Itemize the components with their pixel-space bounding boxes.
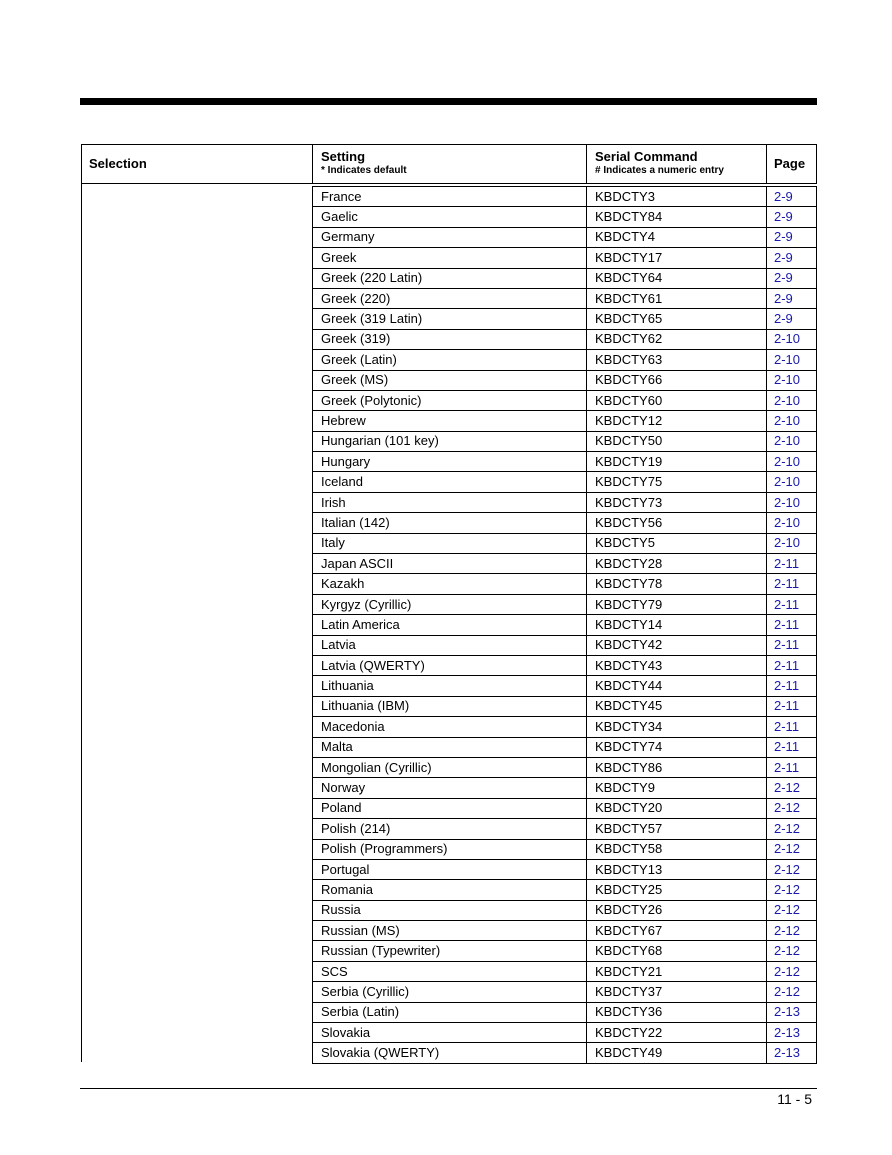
- page-link[interactable]: 2-12: [767, 961, 817, 981]
- setting-cell: Greek (MS): [313, 370, 587, 390]
- serial-command-cell: KBDCTY9: [587, 778, 767, 798]
- setting-cell: Romania: [313, 880, 587, 900]
- table-row: [313, 921, 817, 941]
- table-row: [313, 288, 817, 308]
- page-link[interactable]: 2-11: [767, 717, 817, 737]
- page-link[interactable]: 2-12: [767, 900, 817, 920]
- setting-cell: Slovakia: [313, 1023, 587, 1043]
- setting-cell: Macedonia: [313, 717, 587, 737]
- page-link[interactable]: 2-11: [767, 554, 817, 574]
- table-row: [313, 268, 817, 288]
- page-link[interactable]: 2-10: [767, 472, 817, 492]
- serial-command-cell: KBDCTY22: [587, 1023, 767, 1043]
- serial-command-cell: KBDCTY86: [587, 757, 767, 777]
- setting-cell: Serbia (Cyrillic): [313, 982, 587, 1002]
- setting-cell: Lithuania: [313, 676, 587, 696]
- settings-table: [312, 186, 817, 1064]
- table-row: [313, 798, 817, 818]
- table-row: [313, 717, 817, 737]
- page-link[interactable]: 2-10: [767, 431, 817, 451]
- page-link[interactable]: 2-10: [767, 350, 817, 370]
- serial-command-cell: KBDCTY20: [587, 798, 767, 818]
- setting-cell: Polish (Programmers): [313, 839, 587, 859]
- table-row: [313, 757, 817, 777]
- setting-cell: Italian (142): [313, 513, 587, 533]
- table-row: [313, 1043, 817, 1063]
- page-link[interactable]: 2-10: [767, 370, 817, 390]
- table-row: [313, 941, 817, 961]
- page-link[interactable]: 2-10: [767, 329, 817, 349]
- serial-command-cell: KBDCTY57: [587, 819, 767, 839]
- serial-command-cell: KBDCTY61: [587, 288, 767, 308]
- table-row: [313, 1023, 817, 1043]
- setting-cell: Hebrew: [313, 411, 587, 431]
- table-row: [313, 1002, 817, 1022]
- header-setting-label: Setting: [321, 149, 366, 164]
- serial-command-cell: KBDCTY36: [587, 1002, 767, 1022]
- setting-cell: Mongolian (Cyrillic): [313, 757, 587, 777]
- table-row: [313, 574, 817, 594]
- setting-cell: Latvia: [313, 635, 587, 655]
- page-link[interactable]: 2-9: [767, 268, 817, 288]
- page-link[interactable]: 2-10: [767, 452, 817, 472]
- page-link[interactable]: 2-12: [767, 859, 817, 879]
- page-link[interactable]: 2-11: [767, 737, 817, 757]
- table-left-border: [81, 144, 82, 1062]
- table-row: [313, 554, 817, 574]
- page-link[interactable]: 2-9: [767, 227, 817, 247]
- setting-cell: Gaelic: [313, 207, 587, 227]
- setting-cell: Kazakh: [313, 574, 587, 594]
- serial-command-cell: KBDCTY64: [587, 268, 767, 288]
- serial-command-cell: KBDCTY21: [587, 961, 767, 981]
- bottom-rule: [80, 1088, 817, 1089]
- setting-cell: Japan ASCII: [313, 554, 587, 574]
- page-link[interactable]: 2-13: [767, 1023, 817, 1043]
- table-row: [313, 900, 817, 920]
- table-row: [313, 329, 817, 349]
- page-link[interactable]: 2-11: [767, 574, 817, 594]
- serial-command-cell: KBDCTY12: [587, 411, 767, 431]
- serial-command-cell: KBDCTY5: [587, 533, 767, 553]
- setting-cell: Poland: [313, 798, 587, 818]
- page-link[interactable]: 2-12: [767, 839, 817, 859]
- serial-command-cell: KBDCTY56: [587, 513, 767, 533]
- setting-cell: Lithuania (IBM): [313, 696, 587, 716]
- table-row: [313, 839, 817, 859]
- setting-cell: Greek (220): [313, 288, 587, 308]
- page-link[interactable]: 2-10: [767, 533, 817, 553]
- page-link[interactable]: 2-11: [767, 615, 817, 635]
- page-link[interactable]: 2-10: [767, 492, 817, 512]
- setting-cell: Polish (214): [313, 819, 587, 839]
- page-link[interactable]: 2-11: [767, 696, 817, 716]
- setting-cell: Slovakia (QWERTY): [313, 1043, 587, 1063]
- serial-command-cell: KBDCTY28: [587, 554, 767, 574]
- page-link[interactable]: 2-9: [767, 207, 817, 227]
- setting-cell: Germany: [313, 227, 587, 247]
- setting-cell: Irish: [313, 492, 587, 512]
- setting-cell: Greek (Polytonic): [313, 390, 587, 410]
- serial-command-cell: KBDCTY49: [587, 1043, 767, 1063]
- page-link[interactable]: 2-9: [767, 309, 817, 329]
- header-setting: [312, 145, 586, 183]
- page-number: 11 - 5: [777, 1091, 812, 1107]
- serial-command-cell: KBDCTY43: [587, 655, 767, 675]
- page-link[interactable]: 2-12: [767, 982, 817, 1002]
- serial-command-cell: KBDCTY84: [587, 207, 767, 227]
- serial-command-cell: KBDCTY42: [587, 635, 767, 655]
- table-row: [313, 635, 817, 655]
- table-row: [313, 309, 817, 329]
- page-link[interactable]: 2-9: [767, 187, 817, 207]
- serial-command-cell: KBDCTY62: [587, 329, 767, 349]
- setting-cell: Russia: [313, 900, 587, 920]
- table-row: [313, 696, 817, 716]
- setting-cell: Portugal: [313, 859, 587, 879]
- setting-cell: Greek: [313, 248, 587, 268]
- table-row: [313, 819, 817, 839]
- page-link[interactable]: 2-12: [767, 880, 817, 900]
- table-row: [313, 737, 817, 757]
- setting-cell: Russian (MS): [313, 921, 587, 941]
- page-link[interactable]: 2-12: [767, 921, 817, 941]
- page-link[interactable]: 2-12: [767, 778, 817, 798]
- table-row: [313, 207, 817, 227]
- page-link[interactable]: 2-10: [767, 411, 817, 431]
- table-row: [313, 431, 817, 451]
- page-link[interactable]: 2-12: [767, 941, 817, 961]
- setting-cell: Greek (Latin): [313, 350, 587, 370]
- serial-command-cell: KBDCTY78: [587, 574, 767, 594]
- serial-command-cell: KBDCTY4: [587, 227, 767, 247]
- page-link[interactable]: 2-11: [767, 676, 817, 696]
- page-link[interactable]: 2-13: [767, 1043, 817, 1063]
- page-link[interactable]: 2-11: [767, 655, 817, 675]
- serial-command-cell: KBDCTY67: [587, 921, 767, 941]
- serial-command-cell: KBDCTY17: [587, 248, 767, 268]
- serial-command-cell: KBDCTY50: [587, 431, 767, 451]
- table-row: [313, 472, 817, 492]
- table-row: [313, 227, 817, 247]
- page-link[interactable]: 2-11: [767, 594, 817, 614]
- serial-command-cell: KBDCTY63: [587, 350, 767, 370]
- table-row: [313, 655, 817, 675]
- table-row: [313, 452, 817, 472]
- table-row: [313, 390, 817, 410]
- setting-cell: Latvia (QWERTY): [313, 655, 587, 675]
- header-serial-command-note: # Indicates a numeric entry: [595, 165, 724, 176]
- setting-cell: Malta: [313, 737, 587, 757]
- serial-command-cell: KBDCTY74: [587, 737, 767, 757]
- table-row: [313, 533, 817, 553]
- setting-cell: SCS: [313, 961, 587, 981]
- setting-cell: Latin America: [313, 615, 587, 635]
- setting-cell: Hungarian (101 key): [313, 431, 587, 451]
- page-link[interactable]: 2-11: [767, 635, 817, 655]
- table-row: [313, 880, 817, 900]
- page-link[interactable]: 2-13: [767, 1002, 817, 1022]
- table-row: [313, 982, 817, 1002]
- header-page: Page: [766, 145, 816, 183]
- serial-command-cell: KBDCTY34: [587, 717, 767, 737]
- header-serial-command-label: Serial Command: [595, 149, 698, 164]
- serial-command-cell: KBDCTY75: [587, 472, 767, 492]
- serial-command-cell: KBDCTY65: [587, 309, 767, 329]
- serial-command-cell: KBDCTY58: [587, 839, 767, 859]
- header-serial-command: [586, 145, 766, 183]
- table-row: [313, 961, 817, 981]
- setting-cell: Italy: [313, 533, 587, 553]
- setting-cell: Hungary: [313, 452, 587, 472]
- serial-command-cell: KBDCTY44: [587, 676, 767, 696]
- setting-cell: Kyrgyz (Cyrillic): [313, 594, 587, 614]
- settings-table-body: [313, 187, 817, 1064]
- serial-command-cell: KBDCTY19: [587, 452, 767, 472]
- setting-cell: Serbia (Latin): [313, 1002, 587, 1022]
- table-row: [313, 513, 817, 533]
- serial-command-cell: KBDCTY26: [587, 900, 767, 920]
- serial-command-cell: KBDCTY37: [587, 982, 767, 1002]
- header-selection: Selection: [89, 156, 147, 171]
- table-row: [313, 778, 817, 798]
- table-row: [313, 411, 817, 431]
- setting-cell: Greek (319 Latin): [313, 309, 587, 329]
- table-row: [313, 492, 817, 512]
- table-row: [313, 248, 817, 268]
- setting-cell: Greek (220 Latin): [313, 268, 587, 288]
- table-row: [313, 187, 817, 207]
- serial-command-cell: KBDCTY14: [587, 615, 767, 635]
- setting-cell: Norway: [313, 778, 587, 798]
- page-link[interactable]: 2-10: [767, 390, 817, 410]
- serial-command-cell: KBDCTY13: [587, 859, 767, 879]
- page-link[interactable]: 2-12: [767, 798, 817, 818]
- serial-command-cell: KBDCTY60: [587, 390, 767, 410]
- setting-cell: Iceland: [313, 472, 587, 492]
- table-row: [313, 594, 817, 614]
- setting-cell: Russian (Typewriter): [313, 941, 587, 961]
- page-link[interactable]: 2-9: [767, 248, 817, 268]
- serial-command-cell: KBDCTY25: [587, 880, 767, 900]
- top-rule: [80, 98, 817, 105]
- table-row: [313, 859, 817, 879]
- setting-cell: Greek (319): [313, 329, 587, 349]
- setting-cell: France: [313, 187, 587, 207]
- page-link[interactable]: 2-10: [767, 513, 817, 533]
- table-row: [313, 350, 817, 370]
- page-link[interactable]: 2-12: [767, 819, 817, 839]
- table-row: [313, 615, 817, 635]
- serial-command-cell: KBDCTY73: [587, 492, 767, 512]
- table-row: [313, 676, 817, 696]
- table-header: [81, 144, 817, 184]
- page-link[interactable]: 2-9: [767, 288, 817, 308]
- serial-command-cell: KBDCTY3: [587, 187, 767, 207]
- serial-command-cell: KBDCTY45: [587, 696, 767, 716]
- table-row: [313, 370, 817, 390]
- serial-command-cell: KBDCTY68: [587, 941, 767, 961]
- serial-command-cell: KBDCTY79: [587, 594, 767, 614]
- serial-command-cell: KBDCTY66: [587, 370, 767, 390]
- header-setting-note: * Indicates default: [321, 165, 407, 176]
- page-link[interactable]: 2-11: [767, 757, 817, 777]
